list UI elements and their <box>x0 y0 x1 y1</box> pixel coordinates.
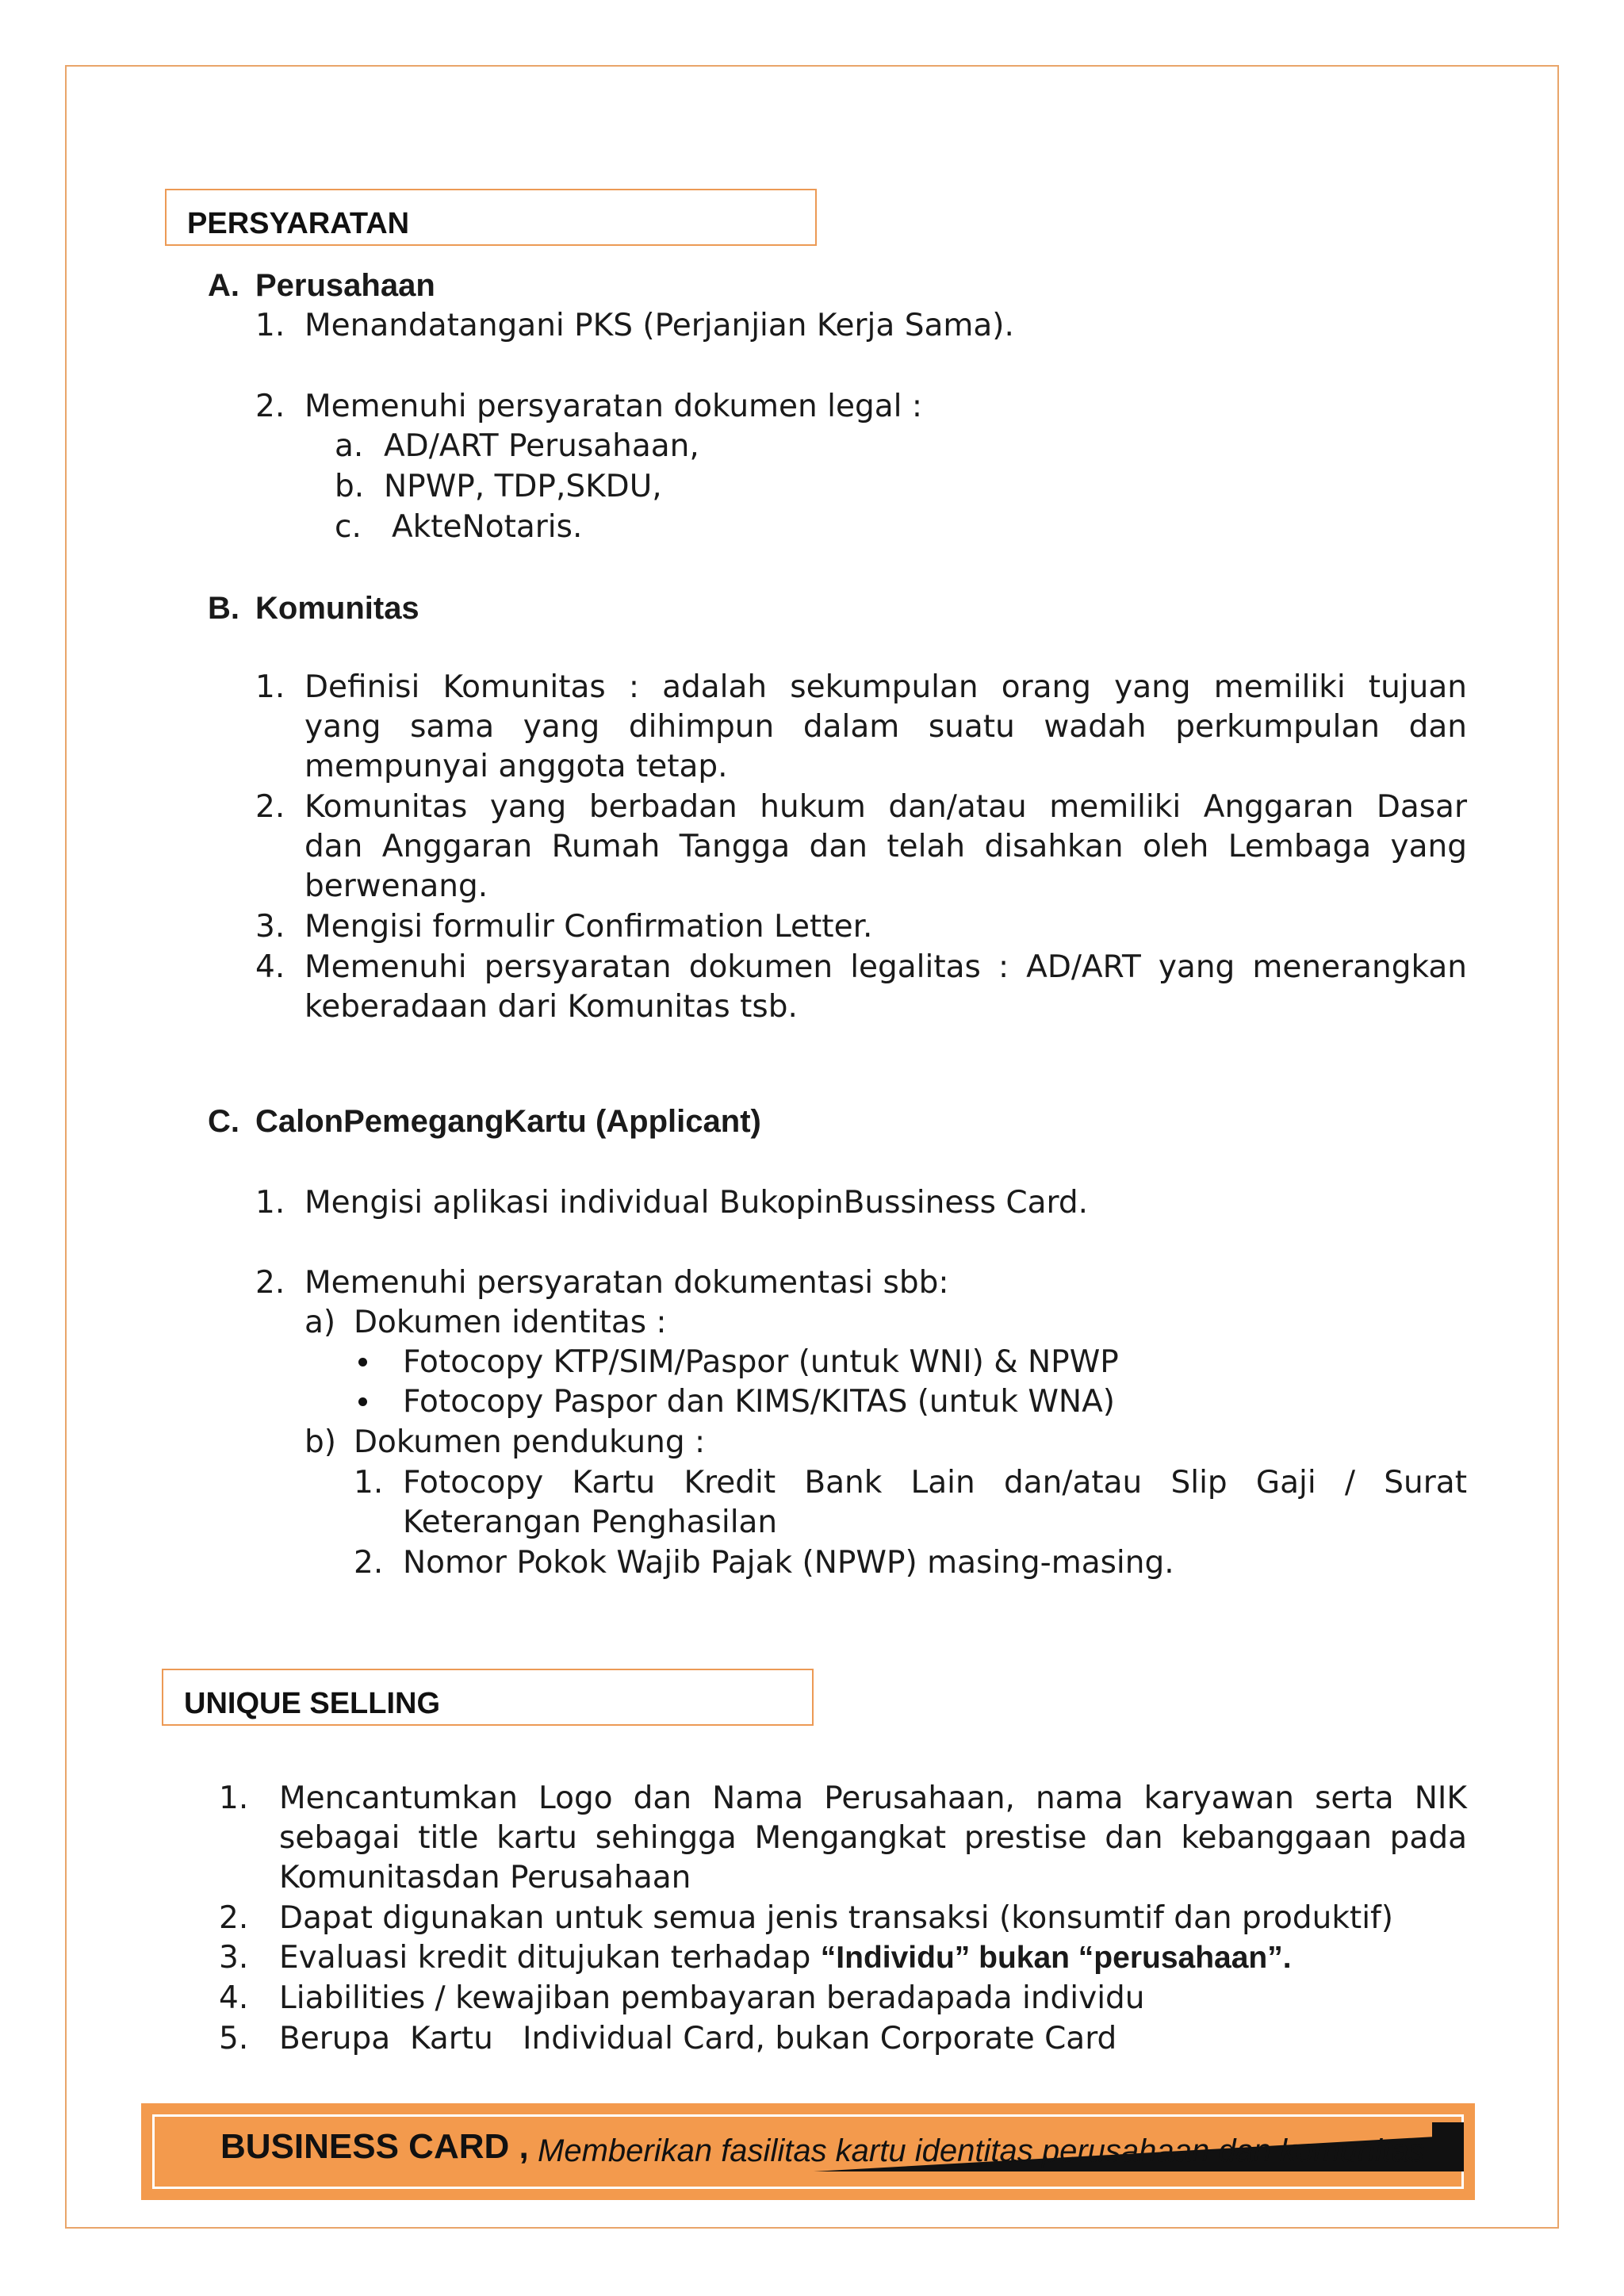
b-item-2-line-1: Komunitas yang berbadan hukum dan/atau memiliki Anggaran Dasar <box>304 789 1467 825</box>
b-item-1-line-1: Definisi Komunitas : adalah sekumpulan orang yang memiliki tujuan <box>304 669 1467 705</box>
a-item-2-num: 2. <box>255 389 285 424</box>
u-item-1-line-2: sebagai title kartu sehingga Mengangkat prestise dan kebanggaan pada <box>279 1820 1467 1856</box>
c-sub-b-text: Dokumen pendukung : <box>354 1424 706 1460</box>
b-item-2-line-3: berwenang. <box>304 868 488 904</box>
c-sub-b-item-1-line-2: Keterangan Penghasilan <box>403 1504 778 1540</box>
bullet-icon <box>358 1358 367 1366</box>
section-a-title: Perusahaan <box>255 268 435 303</box>
c-bullet-2-text: Fotocopy Paspor dan KIMS/KITAS (untuk WNA) <box>403 1384 1115 1420</box>
u-item-3-line <box>279 1938 1292 1978</box>
u-item-5-line-1: Berupa Kartu Individual Card, bukan Corporate Card <box>279 2021 1117 2056</box>
a-sub-b-text: NPWP, TDP,SKDU, <box>384 469 662 504</box>
c-item-2-text: Memenuhi persyaratan dokumentasi sbb: <box>304 1265 949 1301</box>
a-sub-c-text: AkteNotaris. <box>392 509 583 545</box>
b-item-4-line-2: keberadaan dari Komunitas tsb. <box>304 989 798 1025</box>
a-sub-b-mark: b. <box>335 469 365 504</box>
c-bullet-1-text: Fotocopy KTP/SIM/Paspor (untuk WNI) & NPWP <box>403 1344 1119 1380</box>
section-b-title: Komunitas <box>255 591 419 626</box>
c-item-1-num: 1. <box>255 1185 285 1221</box>
u-item-4-num: 4. <box>219 1980 249 2016</box>
b-item-2-num: 2. <box>255 789 285 825</box>
section-a-label: A. <box>208 268 239 303</box>
footer-tagline: Memberikan fasilitas kartu identitas perusahaan dan komunitas <box>538 2133 1425 2168</box>
b-item-4-line-1: Memenuhi persyaratan dokumen legalitas : AD/ART yang menerangkan <box>304 949 1467 985</box>
u-item-3-num: 3. <box>219 1940 249 1976</box>
c-sub-b-item-2-line-1: Nomor Pokok Wajib Pajak (NPWP) masing-masing. <box>403 1545 1174 1581</box>
section-c-label: C. <box>208 1104 239 1139</box>
c-sub-b-mark: b) <box>304 1424 336 1460</box>
b-item-1-line-2: yang sama yang dihimpun dalam suatu wadah perkumpulan dan <box>304 709 1467 745</box>
footer-title: BUSINESS CARD , <box>220 2127 529 2166</box>
u-item-4-line-1: Liabilities / kewajiban pembayaran beradapada individu <box>279 1980 1145 2016</box>
footer-corner-decoration <box>1432 2122 1464 2171</box>
u-item-2-num: 2. <box>219 1900 249 1936</box>
b-item-3-num: 3. <box>255 909 285 945</box>
b-item-1-line-3: mempunyai anggota tetap. <box>304 749 728 784</box>
a-sub-c-mark: c. <box>335 509 362 545</box>
b-item-4-num: 4. <box>255 949 285 985</box>
c-sub-b-item-2-num: 2. <box>354 1545 384 1581</box>
footer-banner <box>141 2103 1475 2200</box>
b-item-2-line-2: dan Anggaran Rumah Tangga dan telah disahkan oleh Lembaga yang <box>304 829 1467 864</box>
a-sub-a-mark: a. <box>335 428 364 464</box>
c-item-2-num: 2. <box>255 1265 285 1301</box>
section-title-persyaratan: PERSYARATAN <box>165 189 817 246</box>
c-sub-a-text: Dokumen identitas : <box>354 1305 667 1340</box>
u-item-3-prefix: Evaluasi kredit ditujukan terhadap <box>279 1940 821 1976</box>
c-item-1-text: Mengisi aplikasi individual BukopinBussiness Card. <box>304 1185 1089 1221</box>
c-sub-b-item-1-line-1: Fotocopy Kartu Kredit Bank Lain dan/atau Slip Gaji / Surat <box>403 1465 1467 1501</box>
u-item-5-num: 5. <box>219 2021 249 2056</box>
section-c-title: CalonPemegangKartu (Applicant) <box>255 1104 761 1139</box>
u-item-1-num: 1. <box>219 1780 249 1816</box>
section-title-unique-selling: UNIQUE SELLING <box>162 1669 814 1726</box>
section-b-label: B. <box>208 591 239 626</box>
u-item-2-line-1: Dapat digunakan untuk semua jenis transaksi (konsumtif dan produktif) <box>279 1900 1393 1936</box>
b-item-1-num: 1. <box>255 669 285 705</box>
u-item-1-line-1: Mencantumkan Logo dan Nama Perusahaan, nama karyawan serta NIK <box>279 1780 1467 1816</box>
a-item-1-num: 1. <box>255 308 285 343</box>
a-item-1-text: Menandatangani PKS (Perjanjian Kerja Sama). <box>304 308 1014 343</box>
u-item-1-line-3: Komunitasdan Perusahaan <box>279 1860 691 1895</box>
u-item-3-bold: “Individu” bukan “perusahaan”. <box>820 1941 1292 1975</box>
b-item-3-line-1: Mengisi formulir Confirmation Letter. <box>304 909 873 945</box>
c-sub-b-item-1-num: 1. <box>354 1465 384 1501</box>
c-sub-a-mark: a) <box>304 1305 336 1340</box>
a-item-2-text: Memenuhi persyaratan dokumen legal : <box>304 389 923 424</box>
bullet-icon <box>358 1397 367 1406</box>
a-sub-a-text: AD/ART Perusahaan, <box>384 428 699 464</box>
